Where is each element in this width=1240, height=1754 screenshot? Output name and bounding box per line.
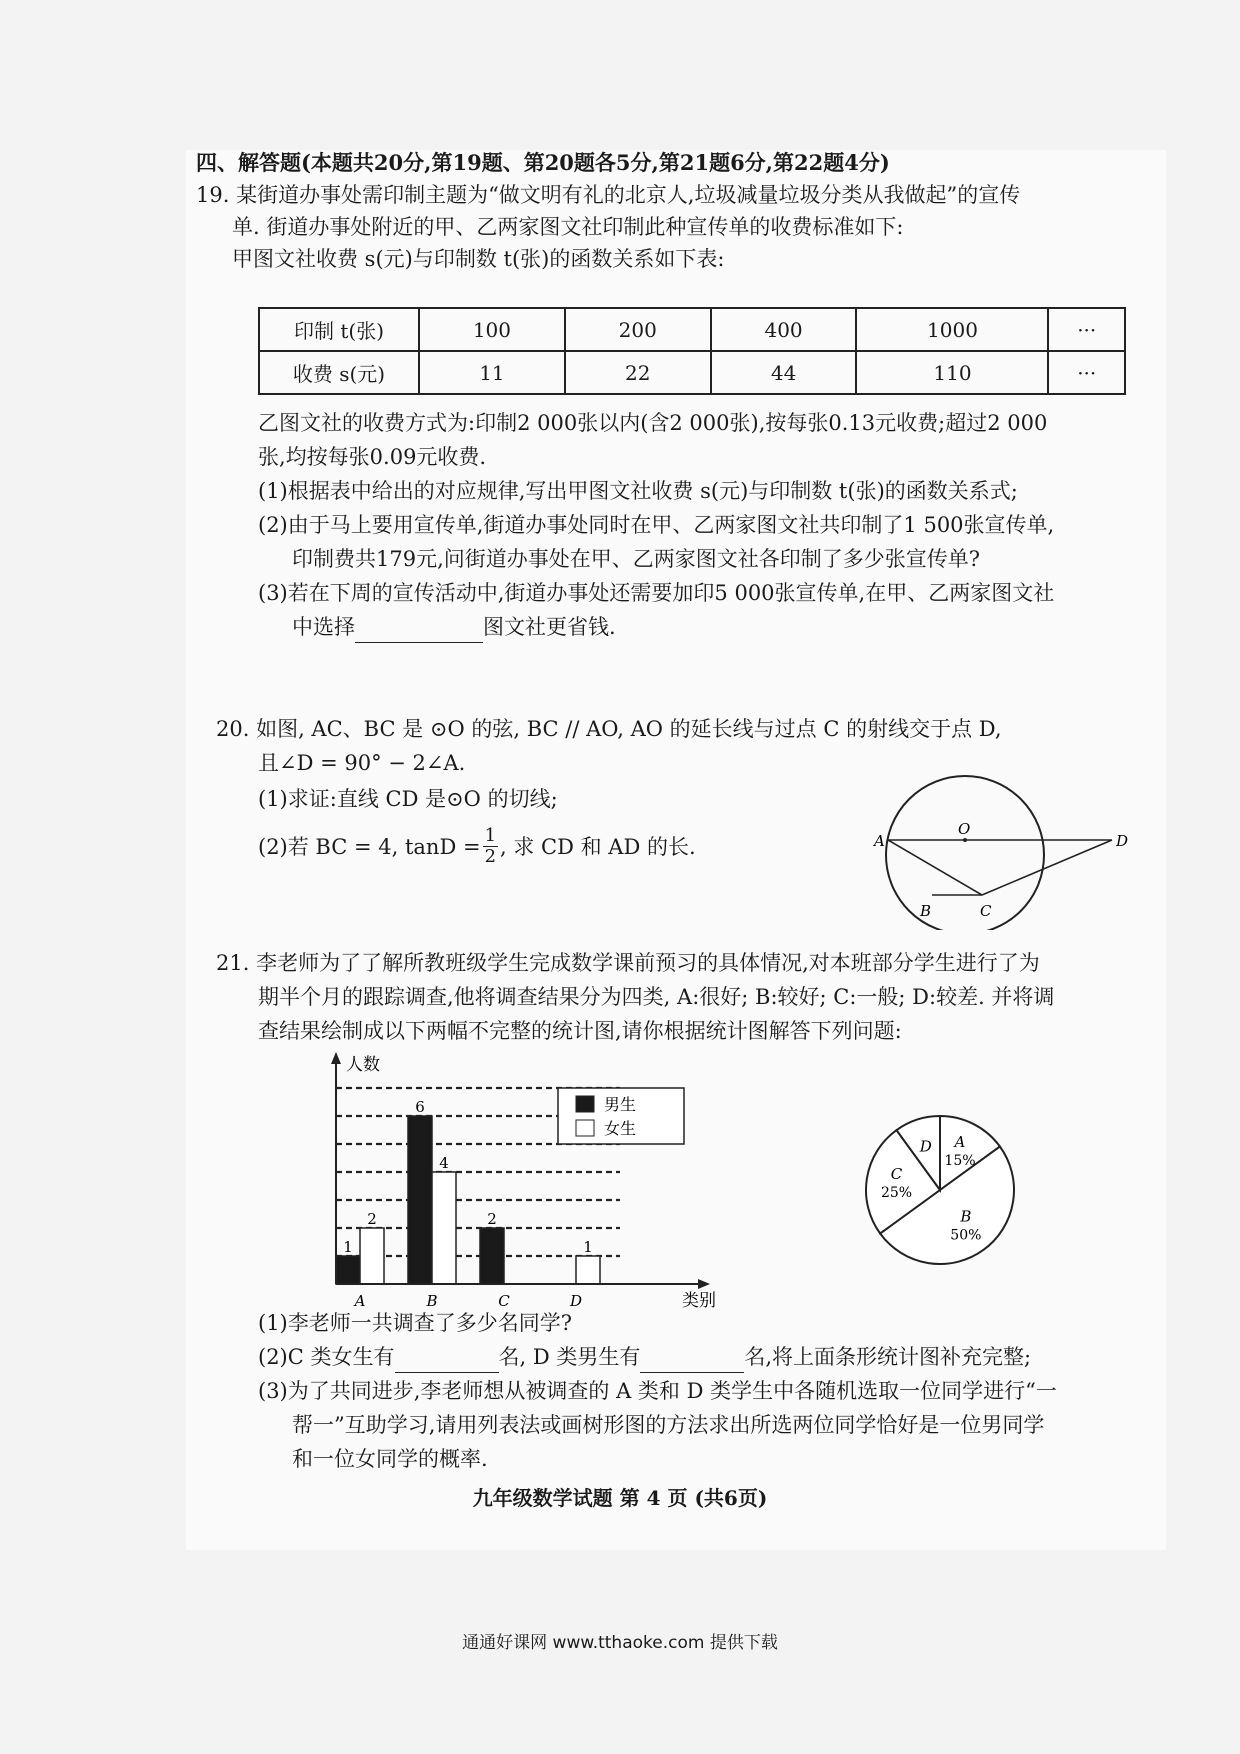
table-cell: ··· xyxy=(1048,351,1125,394)
q19-part2b: 印制费共179元,问街道办事处在甲、乙两家图文社各印制了多少张宣传单? xyxy=(292,547,981,571)
label-a: A xyxy=(874,832,885,850)
table-row xyxy=(259,351,1125,394)
x-tick-label: A xyxy=(354,1292,366,1310)
table-header-cell: 收费 s(元) xyxy=(259,351,419,394)
legend-label-boys: 男生 xyxy=(604,1095,637,1114)
label-o: O xyxy=(958,820,971,838)
y-axis-label: 人数 xyxy=(346,1055,380,1075)
bar-D-girls xyxy=(576,1256,600,1284)
table-cell: 11 xyxy=(419,351,565,394)
table-cell: 1000 xyxy=(856,308,1048,351)
q19-line4: 乙图文社的收费方式为:印制2 000张以内(含2 000张),按每张0.13元收费;超过2 000 xyxy=(258,411,1048,435)
x-tick-label: B xyxy=(426,1292,438,1310)
q19-part3b xyxy=(292,612,616,643)
bar-value-label: 1 xyxy=(583,1238,593,1256)
bar-C-boys xyxy=(480,1228,504,1284)
q19-part3b-pre: 中选择 xyxy=(292,615,355,639)
q21-part2-c: 名,将上面条形统计图补充完整; xyxy=(744,1345,1032,1369)
table-cell: ··· xyxy=(1048,308,1125,351)
q19-part1: (1)根据表中给出的对应规律,写出甲图文社收费 s(元)与印制数 t(张)的函数关系式; xyxy=(258,479,1018,503)
q20-part2-pre: (2)若 BC = 4, tanD = xyxy=(258,834,481,859)
fraction-numerator: 1 xyxy=(484,825,497,846)
q19-part3b-post: 图文社更省钱. xyxy=(483,615,616,639)
download-credit: 通通好课网 www.tthaoke.com 提供下载 xyxy=(462,1633,778,1653)
pie-percent-label: 50% xyxy=(950,1227,982,1244)
bar-value-label: 2 xyxy=(487,1210,497,1228)
pie-label: A xyxy=(954,1132,966,1151)
label-b: B xyxy=(920,902,932,920)
x-axis-arrow-icon xyxy=(698,1279,710,1289)
bar-B-girls xyxy=(432,1172,456,1284)
page-footer: 九年级数学试题 第 4 页 (共6页) xyxy=(472,1486,768,1510)
segment-ac xyxy=(888,840,982,895)
legend-swatch-girls xyxy=(576,1120,594,1136)
pie-label: C xyxy=(890,1165,903,1184)
q21-part3a: (3)为了共同进步,李老师想从被调查的 A 类和 D 类学生中各随机选取一位同学进行“一 xyxy=(258,1379,1057,1403)
q21-part3c: 和一位女同学的概率. xyxy=(292,1447,488,1471)
label-d: D xyxy=(1116,832,1129,850)
x-tick-label: D xyxy=(569,1292,583,1310)
table-cell: 100 xyxy=(419,308,565,351)
q21-part2-a: (2)C 类女生有 xyxy=(258,1345,395,1369)
table-header-cell: 印制 t(张) xyxy=(259,308,419,351)
q21-part2-b: 名, D 类男生有 xyxy=(498,1345,641,1369)
segment-cd xyxy=(982,840,1112,895)
legend xyxy=(558,1088,684,1144)
x-axis-label: 类别 xyxy=(682,1291,716,1310)
fraction-denominator: 2 xyxy=(484,846,497,867)
bar-value-label: 6 xyxy=(415,1098,425,1116)
q21-part1: (1)李老师一共调查了多少名同学? xyxy=(258,1311,573,1335)
q20-line2: 且∠D = 90° − 2∠A. xyxy=(258,751,466,775)
circle-figure xyxy=(860,770,1140,930)
q19-part3a: (3)若在下周的宣传活动中,街道办事处还需要加印5 000张宣传单,在甲、乙两家图文社 xyxy=(258,581,1055,605)
label-c: C xyxy=(980,902,992,920)
table-cell: 44 xyxy=(711,351,857,394)
q19-part2a: (2)由于马上要用宣传单,街道办事处同时在甲、乙两家图文社共印制了1 500张宣传单, xyxy=(258,513,1055,537)
bar-value-label: 4 xyxy=(439,1154,449,1172)
pie-label: D xyxy=(919,1137,932,1156)
table-cell: 110 xyxy=(856,351,1048,394)
q19-line3: 甲图文社收费 s(元)与印制数 t(张)的函数关系如下表: xyxy=(232,247,725,271)
answer-blank[interactable] xyxy=(395,1342,499,1373)
y-axis-arrow-icon xyxy=(331,1052,341,1064)
x-tick-label: C xyxy=(498,1292,510,1310)
q20-part1: (1)求证:直线 CD 是⊙O 的切线; xyxy=(258,787,558,811)
bar-A-boys xyxy=(336,1256,360,1284)
table-row xyxy=(259,308,1125,351)
q19-line2: 单. 街道办事处附近的甲、乙两家图文社印制此种宣传单的收费标准如下: xyxy=(232,215,904,239)
pie-label: B xyxy=(960,1207,972,1226)
q20-part2 xyxy=(258,826,696,867)
q21-part3b: 帮一”互助学习,请用列表法或画树形图的方法求出所选两位同学恰好是一位男同学 xyxy=(292,1413,1045,1437)
table-cell: 22 xyxy=(565,351,711,394)
pie-percent-label: 15% xyxy=(944,1152,976,1169)
answer-blank[interactable] xyxy=(355,612,483,643)
pie-percent-label: 25% xyxy=(880,1185,913,1202)
center-point xyxy=(963,838,967,842)
q21-line2: 期半个月的跟踪调查,他将调查结果分为四类, A:很好; B:较好; C:一般; D:较差. 并将调 xyxy=(258,985,1055,1009)
bar-value-label: 1 xyxy=(343,1238,353,1256)
legend-swatch-boys xyxy=(576,1096,594,1112)
table-cell: 200 xyxy=(565,308,711,351)
bar-value-label: 2 xyxy=(367,1210,377,1228)
q19-line1: 19. 某街道办事处需印制主题为“做文明有礼的北京人,垃圾减量垃圾分类从我做起”的宣传 xyxy=(196,183,1021,207)
fraction xyxy=(483,826,498,867)
section-title: 四、解答题(本题共20分,第19题、第20题各5分,第21题6分,第22题4分) xyxy=(196,150,890,175)
pie-chart xyxy=(840,1090,1040,1290)
table-cell: 400 xyxy=(711,308,857,351)
bar-chart xyxy=(320,1050,740,1310)
q20-line1: 20. 如图, AC、BC 是 ⊙O 的弦, BC // AO, AO 的延长线与过点 C 的射线交于点 D, xyxy=(216,717,1002,741)
answer-blank[interactable] xyxy=(640,1342,744,1373)
fee-table xyxy=(258,307,1126,395)
q21-line1: 21. 李老师为了了解所教班级学生完成数学课前预习的具体情况,对本班部分学生进行了为 xyxy=(216,951,1040,975)
legend-label-girls: 女生 xyxy=(604,1119,637,1138)
bar-B-boys xyxy=(408,1116,432,1284)
bar-A-girls xyxy=(360,1228,384,1284)
q19-line5: 张,均按每张0.09元收费. xyxy=(258,445,487,469)
q20-part2-post: , 求 CD 和 AD 的长. xyxy=(500,834,696,859)
q21-part2 xyxy=(258,1342,1031,1373)
q21-line3: 查结果绘制成以下两幅不完整的统计图,请你根据统计图解答下列问题: xyxy=(258,1019,902,1043)
